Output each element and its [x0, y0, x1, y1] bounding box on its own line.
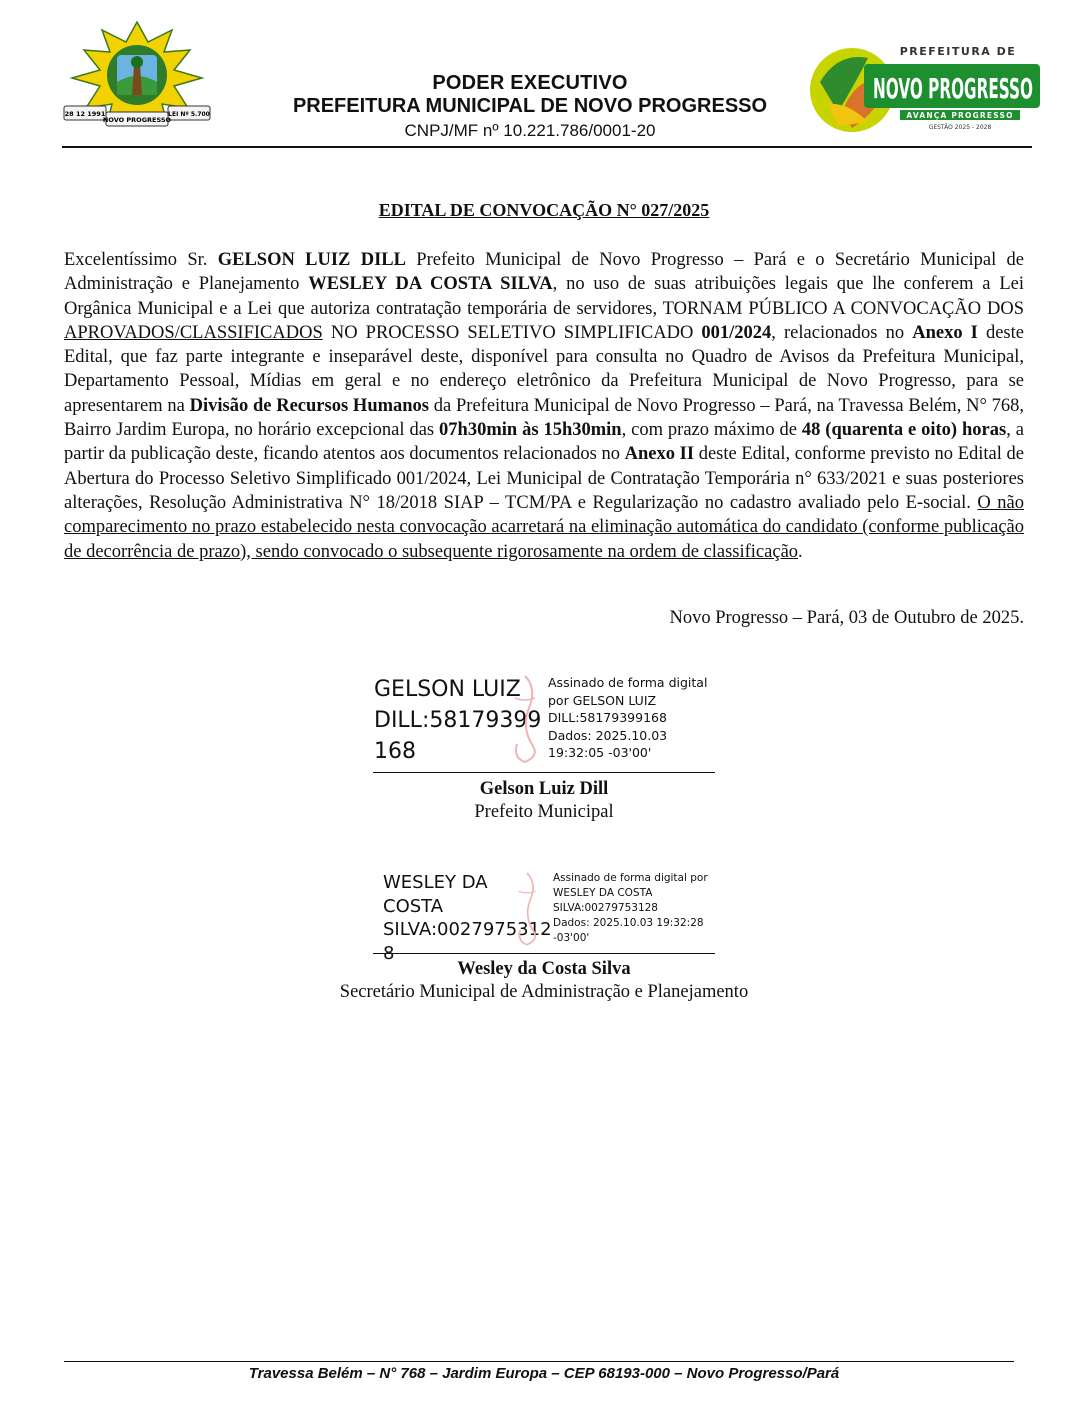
convocation-body [64, 248, 1024, 564]
body-text-10: deste Edital, conforme previsto no Edital de Abertura do Processo Seletivo Simplificado 001/2024, Lei Municipal de Contratação Temporária n° 633/2021 e suas posteriores alterações, Resolução Administrativa N° 18/2018 SIAP – TCM/PA e Regularização no cadastro avaliado pelo E-social. [64, 444, 1024, 513]
body-mayor-name: GELSON LUIZ DILL [217, 250, 406, 270]
municipal-crest-logo [62, 20, 212, 130]
body-text-6: deste Edital, que faz parte integrante e inseparável deste, disponível para consulta no Quadro de Avisos da Prefeitura Municipal, Departamento Pessoal, Mídias em geral e no endereço eletrônico da Prefeitura Municipal de Novo Progresso, para se apresentarem na [64, 322, 1024, 416]
crest-ribbon-date: 28 12 1991 [64, 110, 106, 118]
cert-line: SILVA:0027975312 [383, 919, 552, 940]
body-approved-term: APROVADOS/CLASSIFICADOS [64, 322, 323, 343]
prefeitura-brand-logo [808, 42, 1044, 134]
logo-tagline: AVANÇA PROGRESSO [906, 111, 1014, 120]
stamp-line: SILVA:00279753128 [553, 902, 658, 914]
cert-line: 8 [383, 942, 395, 964]
body-text-7: da Prefeitura Municipal de Novo Progresso – Pará, na Travessa Belém, N° 768, Bairro Jardim Europa, no horário excepcional das [64, 395, 1024, 441]
body-text-3: , no uso de suas atribuições legais que lhe conferem a Lei Orgânica Municipal e a Lei que autoriza contratação temporária de servidores, TORNAM PÚBLICO A CONVOCAÇÃO DOS [64, 274, 1024, 319]
header-cnpj: CNPJ/MF nº 10.221.786/0001-20 [404, 121, 656, 140]
body-text-8: , com prazo máximo de [621, 420, 802, 441]
crest-ribbon-name: NOVO PROGRESSO [102, 116, 172, 124]
body-text-1: Excelentíssimo Sr. [64, 250, 218, 270]
body-text-5: , relacionados no [771, 322, 913, 343]
stamp-line: 19:32:05 -03'00' [548, 745, 652, 760]
body-elimination-clause: O não comparecimento no prazo estabelecido nesta convocação acarretará na eliminação automática do candidato (conforme publicação de decorrência de prazo), sendo convocado o subsequente rigorosamente na ordem de classificação [64, 492, 1024, 562]
body-hr-division: Divisão de Recursos Humanos [189, 395, 430, 416]
body-hours: 07h30min às 15h30min [439, 420, 622, 441]
signatory-role: Prefeito Municipal [474, 802, 614, 822]
body-annex-2: Anexo II [624, 444, 695, 465]
stamp-line: por GELSON LUIZ [548, 692, 657, 708]
logo-main-text: NOVO PROGRESSO [873, 72, 1033, 105]
body-text-4: NO PROCESSO SELETIVO SIMPLIFICADO [322, 322, 702, 343]
cert-line: DILL:58179399 [374, 708, 542, 733]
signature-watermark-icon [502, 866, 552, 950]
body-annex-1: Anexo I [912, 322, 978, 343]
body-deadline: 48 (quarenta e oito) horas [801, 420, 1007, 441]
signature-line [373, 953, 715, 954]
header-divider [62, 146, 1032, 148]
stamp-line: -03'00' [553, 932, 590, 944]
body-text-9: , a partir da publicação deste, ficando atentos aos documentos relacionados no [64, 420, 1024, 465]
stamp-line: Assinado de forma digital [548, 675, 708, 690]
signature-stamp-details [553, 871, 718, 946]
header-municipality: PREFEITURA MUNICIPAL DE NOVO PROGRESSO [292, 95, 768, 117]
signature-watermark-icon [495, 668, 555, 768]
cert-line: WESLEY DA COSTA [383, 872, 488, 917]
body-text-11: . [798, 541, 803, 562]
signature-line [373, 772, 715, 773]
stamp-line: Dados: 2025.10.03 [548, 727, 668, 743]
stamp-line: WESLEY DA COSTA [553, 887, 653, 899]
header-branch: PODER EXECUTIVO [432, 72, 628, 94]
signatory-name: Gelson Luiz Dill [479, 779, 609, 799]
document-title: EDITAL DE CONVOCAÇÃO N° 027/2025 [378, 200, 710, 220]
crest-ribbon-law: LEI Nº 5.700 [168, 111, 210, 118]
signatory-name: Wesley da Costa Silva [457, 959, 631, 979]
stamp-line: Assinado de forma digital por [553, 872, 708, 884]
cert-line: GELSON LUIZ [374, 677, 521, 702]
body-process-number: 001/2024 [701, 322, 772, 343]
signature-stamp-details [548, 674, 718, 762]
body-secretary-name: WESLEY DA COSTA SILVA [308, 274, 553, 295]
stamp-line: DILL:58179399168 [548, 710, 667, 725]
footer-address: Travessa Belém – N° 768 – Jardim Europa – CEP 68193-000 – Novo Progresso/Pará [248, 1365, 840, 1382]
logo-top-text: PREFEITURA DE [899, 45, 1017, 58]
stamp-line: Dados: 2025.10.03 19:32:28 [553, 917, 704, 929]
logo-term: GESTÃO 2025 - 2028 [928, 124, 992, 131]
footer-divider [64, 1361, 1014, 1362]
body-text-2: Prefeito Municipal de Novo Progresso – Pará e o Secretário Municipal de Administração e Planejamento [64, 250, 1025, 295]
signatory-role: Secretário Municipal de Administração e Planejamento [339, 982, 749, 1002]
cert-line: 168 [374, 739, 416, 764]
date-line: Novo Progresso – Pará, 03 de Outubro de 2025. [669, 608, 1024, 628]
